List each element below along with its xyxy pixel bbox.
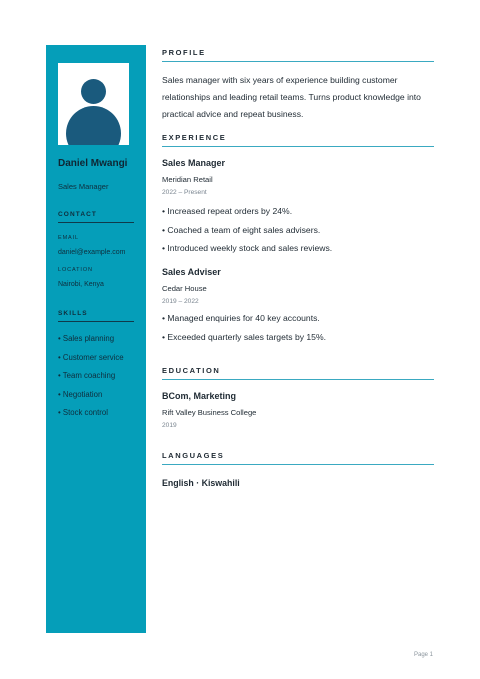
candidate-role: Sales Manager xyxy=(58,182,109,191)
page-number: Page 1 xyxy=(414,652,434,658)
job-dates: 2022 – Present xyxy=(162,189,207,196)
email-value: daniel@example.com xyxy=(58,249,126,256)
job-bullets xyxy=(162,313,326,350)
sidebar xyxy=(46,45,146,633)
job-bullet: • Coached a team of eight sales advisers. xyxy=(162,224,321,235)
job-title: Sales Adviser xyxy=(162,267,221,277)
location-value: Nairobi, Kenya xyxy=(58,281,104,288)
profile-photo xyxy=(58,63,129,145)
education-heading: EDUCATION xyxy=(162,366,434,380)
skill-item: • Negotiation xyxy=(58,389,103,399)
job-company: Cedar House xyxy=(162,284,207,293)
job-bullets xyxy=(162,206,332,262)
languages-list: English · Kiswahili xyxy=(162,478,240,488)
avatar-body xyxy=(66,106,121,145)
job-company: Meridian Retail xyxy=(162,175,213,184)
job-bullet: • Managed enquiries for 40 key accounts. xyxy=(162,313,320,323)
skills-list xyxy=(58,334,124,427)
contact-heading: CONTACT xyxy=(58,211,134,223)
skill-item: • Team coaching xyxy=(58,371,116,380)
languages-heading: LANGUAGES xyxy=(162,451,434,465)
experience-heading: EXPERIENCE xyxy=(162,133,434,147)
email-label: EMAIL xyxy=(58,235,80,241)
skills-heading: SKILLS xyxy=(58,310,134,322)
school: Rift Valley Business College xyxy=(162,408,257,417)
job-title: Sales Manager xyxy=(162,158,226,168)
job-bullet: • Exceeded quarterly sales targets by 15%. xyxy=(162,331,326,342)
profile-heading: PROFILE xyxy=(162,48,434,62)
skill-item: • Customer service xyxy=(58,352,124,362)
skill-item: • Stock control xyxy=(58,408,108,417)
graduation-year: 2019 xyxy=(162,422,177,429)
skill-item: • Sales planning xyxy=(58,334,115,343)
degree: BCom, Marketing xyxy=(162,391,237,401)
job-bullet: • Increased repeat orders by 24%. xyxy=(162,206,293,216)
profile-summary: Sales manager with six years of experience building customer relationships and leading retail teams. Turns product knowledge into practical advice and repeat business. xyxy=(162,75,421,119)
job-dates: 2019 – 2022 xyxy=(162,298,199,305)
job-bullet: • Introduced weekly stock and sales reviews. xyxy=(162,243,333,253)
candidate-name: Daniel Mwangi xyxy=(58,158,128,169)
location-label: LOCATION xyxy=(58,267,93,273)
avatar-head xyxy=(81,79,106,104)
